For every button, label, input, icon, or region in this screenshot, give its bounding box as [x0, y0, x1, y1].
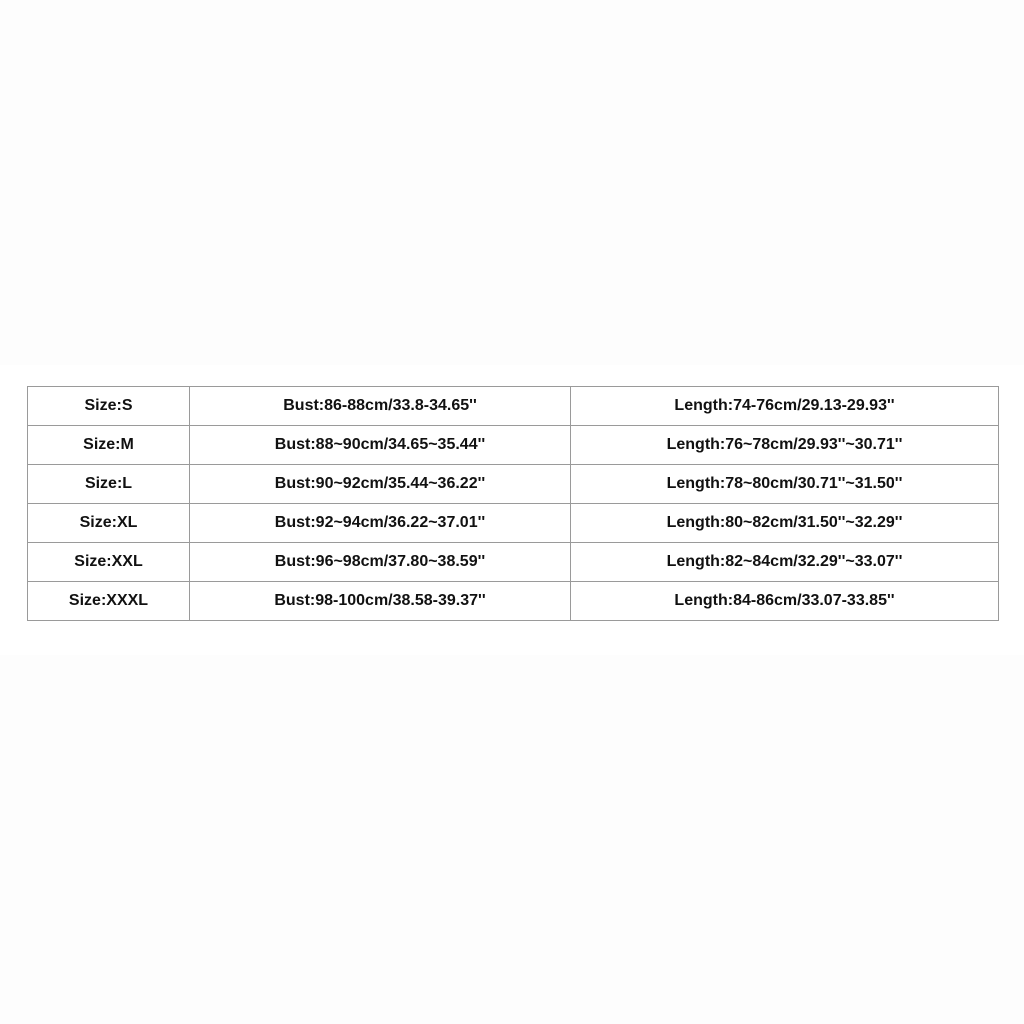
table-row: [28, 465, 999, 504]
bust-cell: Bust:92~94cm/36.22~37.01'': [190, 504, 571, 543]
bust-cell: Bust:86-88cm/33.8-34.65'': [190, 387, 571, 426]
table-row: [28, 582, 999, 621]
table-row: [28, 387, 999, 426]
length-cell: Length:84-86cm/33.07-33.85'': [571, 582, 999, 621]
length-cell: Length:76~78cm/29.93''~30.71'': [571, 426, 999, 465]
size-chart-table: [27, 386, 999, 621]
table-row: [28, 504, 999, 543]
size-cell: Size:M: [28, 426, 190, 465]
length-cell: Length:80~82cm/31.50''~32.29'': [571, 504, 999, 543]
table-row: [28, 426, 999, 465]
size-cell: Size:XXL: [28, 543, 190, 582]
table-row: [28, 543, 999, 582]
length-cell: Length:74-76cm/29.13-29.93'': [571, 387, 999, 426]
bust-cell: Bust:90~92cm/35.44~36.22'': [190, 465, 571, 504]
bust-cell: Bust:96~98cm/37.80~38.59'': [190, 543, 571, 582]
length-cell: Length:78~80cm/30.71''~31.50'': [571, 465, 999, 504]
bust-cell: Bust:98-100cm/38.58-39.37'': [190, 582, 571, 621]
bust-cell: Bust:88~90cm/34.65~35.44'': [190, 426, 571, 465]
size-cell: Size:S: [28, 387, 190, 426]
size-cell: Size:XXXL: [28, 582, 190, 621]
length-cell: Length:82~84cm/32.29''~33.07'': [571, 543, 999, 582]
size-cell: Size:XL: [28, 504, 190, 543]
size-cell: Size:L: [28, 465, 190, 504]
